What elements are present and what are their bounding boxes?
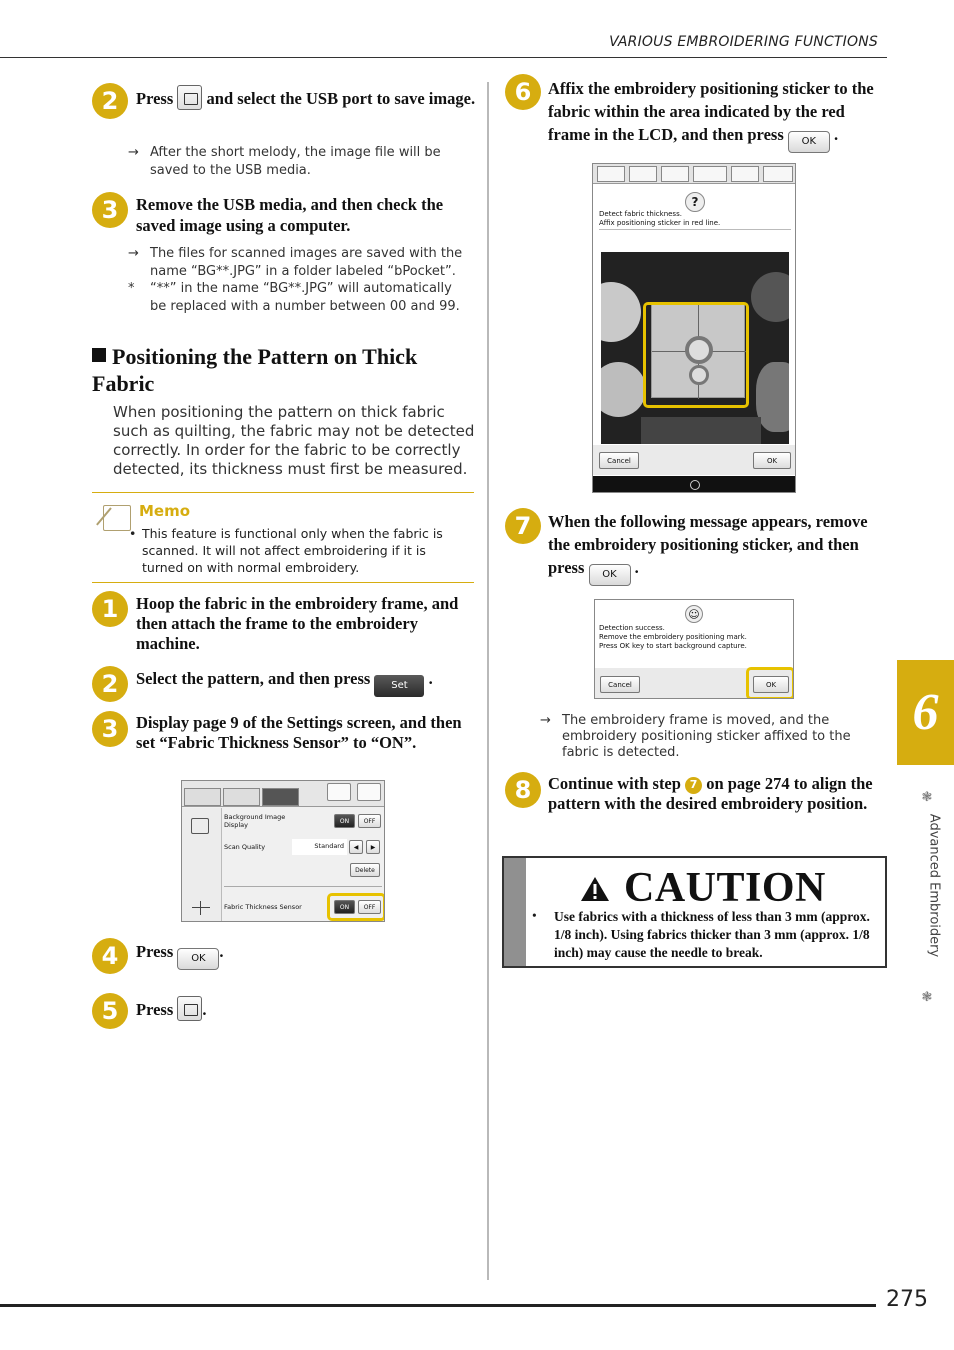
scan-icon: [191, 818, 209, 834]
page-icon: [629, 166, 657, 182]
save-image-icon: [177, 85, 202, 110]
page-number: 275: [886, 1287, 928, 1312]
fabric-camera-image: [601, 252, 789, 444]
scan-quality-prev: ◀: [349, 840, 363, 854]
arrow-icon: →: [128, 145, 139, 160]
step-text: Affix the embroidery positioning sticker to the fabric within the area indicated by the red frame in the LCD, and then press OK .: [548, 77, 888, 153]
help-icon: [661, 166, 689, 182]
settings-screen: [181, 780, 385, 922]
chapter-side-label: [921, 789, 945, 1004]
chapter-number: 6: [912, 684, 939, 741]
set-button-image: Set: [374, 675, 424, 697]
step-text-b: on page 274 to align the pattern with the desired embroidery position.: [548, 774, 873, 813]
column-divider: [487, 82, 489, 1280]
success-line3: Press OK key to start background capture.: [599, 642, 747, 650]
ok-button: OK: [753, 676, 789, 693]
caution-box: [502, 856, 887, 968]
smile-icon: ☺: [685, 605, 703, 623]
settings-tab-bar: [182, 781, 385, 807]
chapter-label: Advanced Embroidery: [926, 813, 942, 958]
step-number: 5: [92, 993, 128, 1029]
step-number: 4: [92, 938, 128, 974]
scan-quality-next: ▶: [366, 840, 380, 854]
detect-line1: Detect fabric thickness.: [599, 210, 682, 218]
step-text: Press OK .: [136, 941, 224, 970]
step-note: [128, 144, 472, 179]
step-number: 6: [505, 74, 541, 110]
bg-image-label: Background Image Display: [224, 813, 286, 829]
ok-button: OK: [753, 452, 791, 469]
save-icon: [357, 783, 381, 801]
bottom-rule: [0, 1304, 876, 1307]
success-line2: Remove the embroidery positioning mark.: [599, 633, 747, 641]
arrow-icon: →: [128, 246, 139, 261]
step-number: 3: [92, 711, 128, 747]
step-text-a: Press: [136, 1000, 174, 1019]
cancel-button: Cancel: [600, 676, 640, 693]
fabric-sensor-label: Fabric Thickness Sensor: [224, 903, 302, 911]
settings-icon: [327, 783, 351, 801]
step-text-a: Continue with step: [548, 774, 681, 793]
step-note: [128, 245, 472, 280]
settings-side-panel: [182, 808, 222, 922]
ok-button-image: OK: [788, 131, 830, 153]
step-text-a: Select the pattern, and then press: [136, 669, 371, 688]
step-text-a: Press: [136, 89, 174, 108]
success-line1: Detection success.: [599, 624, 665, 632]
scan-quality-value: Standard: [292, 839, 347, 855]
step-text: [136, 84, 476, 114]
asterisk-mark: *: [128, 281, 135, 296]
step-text: When the following message appears, remove the embroidery positioning sticker, and then press OK .: [548, 510, 888, 586]
cancel-button: Cancel: [599, 452, 639, 469]
step-number: 1: [92, 591, 128, 627]
running-head: VARIOUS EMBROIDERING FUNCTIONS: [609, 34, 878, 50]
step-text: Press .: [136, 996, 207, 1021]
settings-tab-icon: [184, 788, 221, 806]
step-text: Select the pattern, and then press Set .: [136, 668, 476, 697]
indicator-icon: [690, 480, 700, 490]
step-text: [548, 774, 888, 814]
screen-toolbar: [593, 164, 796, 184]
section-intro: When positioning the pattern on thick fabric such as quilting, the fabric may not be detected correctly. In order for the fabric to be correctly detected, its thickness must first be measured.: [113, 403, 475, 478]
note-text: “**” in the name “BG**.JPG” will automatically be replaced with a number between 00 and 99.: [150, 281, 460, 314]
thickness-sensor-icon: [200, 901, 201, 915]
caution-text: Use fabrics with a thickness of less than 3 mm (approx. 1/8 inch). Using fabrics thicker than 3 mm (approx. 1/8 inch) may cause the needle to break.: [554, 909, 870, 960]
step-note: [540, 713, 886, 761]
step-text: Remove the USB media, and then check the saved image using a computer.: [136, 195, 444, 235]
ok-button-image: OK: [177, 948, 219, 970]
sensor-on-button: ON: [334, 900, 355, 914]
bg-off-button: OFF: [358, 814, 381, 828]
square-bullet-icon: [92, 348, 106, 362]
ornament-icon: ❃: [921, 989, 933, 1004]
embroidery-tab-icon: [223, 788, 260, 806]
note-text: After the short melody, the image file will be saved to the USB media.: [150, 145, 441, 178]
ok-button-image: OK: [589, 564, 631, 586]
scan-quality-label: Scan Quality: [224, 843, 266, 851]
bg-on-button: ON: [334, 814, 355, 828]
highlight-frame: [327, 893, 385, 921]
step-text-b: and select the USB port to save image.: [206, 89, 476, 108]
step-text: Hoop the fabric in the embroidery frame, and then attach the frame to the embroidery machine.: [136, 594, 459, 653]
question-icon: ?: [685, 192, 705, 212]
note-text: The embroidery frame is moved, and the embroidery positioning sticker affixed to the fabric is detected.: [562, 713, 851, 760]
ornament-icon: ❃: [921, 789, 933, 804]
sensor-off-button: OFF: [358, 900, 381, 914]
memo-body: This feature is functional only when the fabric is scanned. It will not affect embroidering if it is turned on with normal embroidery.: [142, 526, 443, 575]
camera-icon: [597, 166, 625, 182]
step-text-a: Affix the embroidery positioning sticker to the fabric within the area indicated by the red frame in the LCD, and then press: [548, 79, 874, 144]
top-rule: [0, 57, 887, 58]
scan-camera-icon: [177, 996, 202, 1021]
memo-text: [129, 525, 467, 576]
bullet: •: [129, 526, 137, 541]
detect-thickness-screen: [592, 163, 796, 493]
screen-bottom-bar: [593, 476, 796, 493]
step-ref-badge: 7: [685, 777, 702, 794]
detection-success-screen: [594, 599, 794, 699]
section-heading: [92, 343, 472, 397]
memo-box: [92, 492, 474, 583]
chapter-tab: [897, 660, 954, 765]
red-frame-highlight: [643, 302, 749, 408]
caution-side-bar: [504, 858, 526, 966]
section-title: Positioning the Pattern on Thick Fabric: [92, 344, 418, 396]
highlight-frame: [746, 667, 794, 699]
caution-title: CAUTION: [624, 865, 826, 911]
warning-triangle-icon: [580, 876, 610, 902]
home-icon: [763, 166, 793, 182]
scan-tab-icon: [262, 788, 299, 806]
step-number: 3: [92, 192, 128, 228]
step-note: [128, 280, 472, 315]
note-text: The files for scanned images are saved with the name “BG**.JPG” in a folder labeled “bPocket”.: [150, 246, 463, 279]
memo-pencil-icon: [103, 505, 131, 531]
detect-line2: Affix positioning sticker in red line.: [599, 219, 721, 227]
step-text-a: When the following message appears, remove the embroidery positioning sticker, and then press: [548, 512, 868, 577]
step-number: 8: [505, 772, 541, 808]
step-number: 7: [505, 508, 541, 544]
step-number: 2: [92, 83, 128, 119]
lock-icon: [731, 166, 759, 182]
divider: [224, 886, 382, 887]
arrow-icon: →: [540, 713, 551, 728]
step-text: Display page 9 of the Settings screen, and then set “Fabric Thickness Sensor” to “ON”.: [136, 713, 462, 752]
bullet: •: [532, 908, 537, 923]
delete-button: Delete: [350, 863, 380, 877]
memo-title: Memo: [139, 502, 191, 520]
rotate-icon: [693, 166, 727, 182]
step-text-a: Press: [136, 942, 174, 961]
step-number: 2: [92, 666, 128, 702]
